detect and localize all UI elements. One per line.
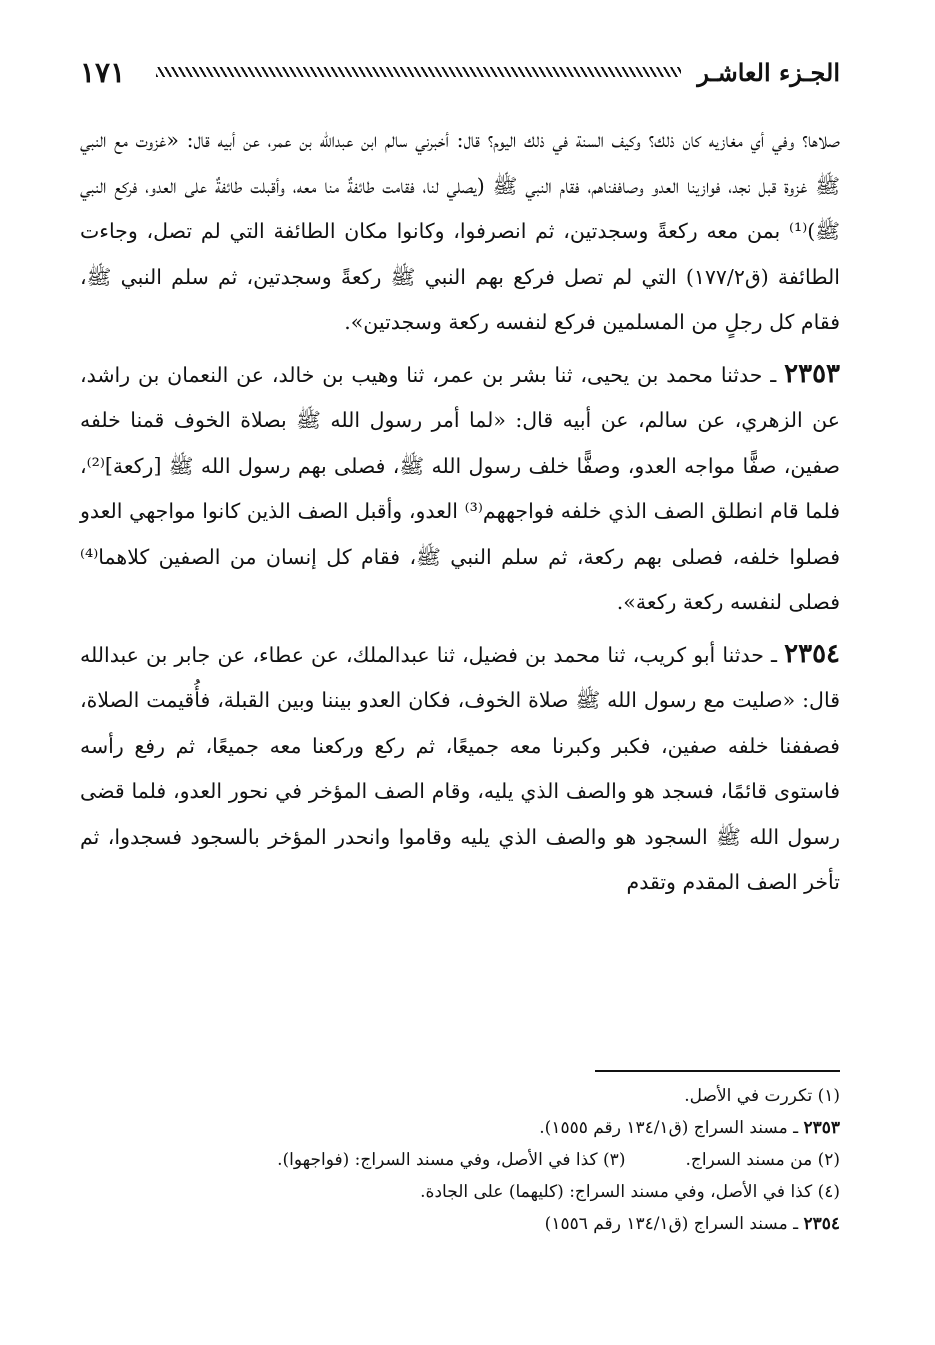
hadith-number: ٢٣٥٣	[784, 358, 840, 389]
source-number: ٢٣٥٣	[803, 1118, 840, 1138]
paragraph-text: ـ حدثنا أبو كريب، ثنا محمد بن فضيل، ثنا عبدالملك، عن عطاء، عن جابر بن عبدالله قال: «صليت مع رسول الله ﷺ صلاة الخوف، فكان العدو بيننا وبين القبلة، فأُقيمت الصلاة، فصففنا خلفه صفين، فكبر وكبرنا معه جميعًا، ثم ركع وركعنا معه جميعًا، ثم رفع رأسه فاستوى قائمًا، فسجد هو والصف الذي يليه، وقام الصف المؤخر في نحور العدو، فلما قضى رسول الله ﷺ السجود هو والصف الذي يليه وقاموا وانحدر المؤخر بالسجود فسجدوا، ثم تأخر الصف المقدم وتقدم	[80, 642, 840, 894]
main-text	[80, 118, 840, 906]
paragraph-continuation	[80, 118, 840, 346]
paragraph-text: صلاها؟ وفي أي مغازيه كان ذلك؟ وكيف السنة في ذلك اليوم؟ قال: أخبرني سالم ابن عبدالله بن عمر، عن أبيه قال: «غزوت مع النبي ﷺ غزوة قبل نجد، فوازينا العدو وصاففناهم، فقام النبي ﷺ (يصلي لنا، فقامت طائفةٌ منا معه، وأقبلت طائفةٌ على العدو، فركع النبي ﷺ)⁽¹⁾ بمن معه ركعةً وسجدتين، ثم انصرفوا، وكانوا مكان الطائفة التي لم تصل، وجاءت الطائفة (ق١٧٧/٢) التي لم تصل فركع بهم النبي ﷺ ركعةً وسجدتين، ثم سلم النبي ﷺ، فقام كل رجلٍ من المسلمين فركع لنفسه ركعة وسجدتين».	[80, 128, 840, 334]
header-decorative-rule	[156, 67, 681, 77]
page-number: ١٧١	[80, 55, 126, 89]
footnote-4: (٤) كذا في الأصل، وفي مسند السراج: (كليهما) على الجادة.	[420, 1182, 840, 1202]
part-title: الجـزء العاشـر	[697, 57, 840, 87]
source-number: ٢٣٥٤	[803, 1214, 840, 1234]
footnote-1: (١) تكررت في الأصل.	[684, 1086, 840, 1106]
hadith-2354	[80, 632, 840, 906]
source-text: ـ مسند السراج (ق١٣٤/١ رقم ١٥٥٥).	[539, 1118, 804, 1138]
source-text: ـ مسند السراج (ق١٣٤/١ رقم ١٥٥٦)	[544, 1214, 804, 1234]
footnotes	[80, 1080, 840, 1240]
footnote-row-2-3	[80, 1144, 840, 1176]
footnote-separator	[595, 1070, 840, 1072]
footnote-3: (٣) كذا في الأصل، وفي مسند السراج: (فواجهوا).	[277, 1150, 626, 1170]
footnote-2: (٢) من مسند السراج.	[685, 1150, 840, 1170]
hadith-number: ٢٣٥٤	[784, 638, 840, 669]
page-header	[80, 52, 840, 92]
source-2353	[80, 1112, 840, 1144]
paragraph-text: ـ حدثنا محمد بن يحيى، ثنا بشر بن عمر، ثنا وهيب بن خالد، عن النعمان بن راشد، عن الزهري، عن سالم، عن أبيه قال: «لما أمر رسول الله ﷺ بصلاة الخوف قمنا خلفه صفين، صفًّا مواجه العدو، وصفًّا خلف رسول الله ﷺ، فصلى بهم رسول الله ﷺ [ركعة]⁽²⁾، فلما قام انطلق الصف الذي خلفه فواجههم⁽³⁾ العدو، وأقبل الصف الذين كانوا مواجهي العدو فصلوا خلفه، فصلى بهم ركعة، ثم سلم النبي ﷺ، فقام كل إنسان من الصفين كلاهما⁽⁴⁾ فصلى لنفسه ركعة ركعة».	[80, 362, 840, 614]
source-2354	[80, 1208, 840, 1240]
hadith-2353	[80, 352, 840, 626]
